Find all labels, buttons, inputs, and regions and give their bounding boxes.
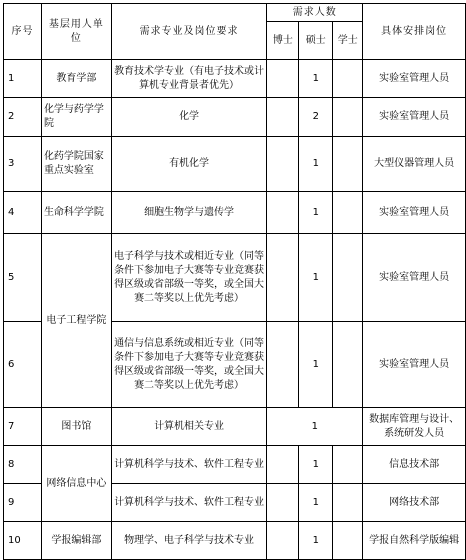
row-number: 3 bbox=[4, 137, 42, 192]
header-post: 具体安排岗位 bbox=[363, 4, 466, 60]
row-bachelor bbox=[333, 522, 363, 560]
row-major: 电子科学与技术或相近专业（同等条件下参加电子大赛等专业竞赛获得区级或省部级一等奖，或全国大赛二等奖以上优先考虑） bbox=[111, 234, 267, 322]
row-bachelor bbox=[333, 192, 363, 234]
row-master: 1 bbox=[299, 484, 333, 522]
row-bachelor bbox=[333, 234, 363, 322]
row-master: 1 bbox=[299, 322, 333, 408]
row-major: 通信与信息系统或相近专业（同等条件下参加电子大赛等专业竞赛获得区级或省部级一等奖，或全国大赛二等奖以上优先考虑） bbox=[111, 322, 267, 408]
row-unit: 教育学部 bbox=[41, 60, 111, 98]
row-phd bbox=[267, 522, 299, 560]
header-seq: 序号 bbox=[4, 4, 42, 60]
row-phd bbox=[267, 192, 299, 234]
row-major: 计算机科学与技术、软件工程专业 bbox=[111, 484, 267, 522]
header-phd: 博士 bbox=[267, 22, 299, 60]
table-row bbox=[4, 98, 466, 137]
row-major: 教育技术学专业（有电子技术或计算机专业背景者优先） bbox=[111, 60, 267, 98]
row-number: 9 bbox=[4, 484, 42, 522]
row-post: 实验室管理人员 bbox=[363, 234, 466, 322]
header-major: 需求专业及岗位要求 bbox=[111, 4, 267, 60]
row-master: 1 bbox=[299, 446, 333, 484]
row-post: 数据库管理与设计、系统研发人员 bbox=[363, 408, 466, 446]
row-post: 学报自然科学版编辑 bbox=[363, 522, 466, 560]
row-master: 1 bbox=[299, 137, 333, 192]
row-bachelor bbox=[333, 137, 363, 192]
row-unit: 化药学院国家重点实验室 bbox=[41, 137, 111, 192]
table-row bbox=[4, 137, 466, 192]
row-master: 1 bbox=[299, 192, 333, 234]
row-master: 1 bbox=[299, 234, 333, 322]
row-master: 1 bbox=[299, 60, 333, 98]
row-phd bbox=[267, 446, 299, 484]
header-bachelor: 学士 bbox=[333, 22, 363, 60]
table-row bbox=[4, 60, 466, 98]
row-post: 信息技术部 bbox=[363, 446, 466, 484]
row-major: 物理学、电子科学与技术专业 bbox=[111, 522, 267, 560]
table-row bbox=[4, 234, 466, 322]
row-post: 实验室管理人员 bbox=[363, 192, 466, 234]
row-phd bbox=[267, 60, 299, 98]
table-row bbox=[4, 446, 466, 484]
row-major: 计算机相关专业 bbox=[111, 408, 267, 446]
row-number: 10 bbox=[4, 522, 42, 560]
row-number: 2 bbox=[4, 98, 42, 137]
row-bachelor bbox=[333, 484, 363, 522]
row-major: 化学 bbox=[111, 98, 267, 137]
row-major: 有机化学 bbox=[111, 137, 267, 192]
recruitment-table bbox=[3, 3, 466, 560]
row-number: 8 bbox=[4, 446, 42, 484]
table-row bbox=[4, 408, 466, 446]
row-master: 2 bbox=[299, 98, 333, 137]
row-number: 5 bbox=[4, 234, 42, 322]
row-major: 计算机科学与技术、软件工程专业 bbox=[111, 446, 267, 484]
row-number: 6 bbox=[4, 322, 42, 408]
row-unit: 电子工程学院 bbox=[41, 234, 111, 408]
row-bachelor bbox=[333, 322, 363, 408]
row-post: 实验室管理人员 bbox=[363, 98, 466, 137]
row-unit: 网络信息中心 bbox=[41, 446, 111, 522]
header-master: 硕士 bbox=[299, 22, 333, 60]
row-master: 1 bbox=[299, 522, 333, 560]
row-post: 实验室管理人员 bbox=[363, 60, 466, 98]
row-post: 实验室管理人员 bbox=[363, 322, 466, 408]
row-post: 大型仪器管理人员 bbox=[363, 137, 466, 192]
row-bachelor bbox=[333, 60, 363, 98]
row-post: 网络技术部 bbox=[363, 484, 466, 522]
row-phd bbox=[267, 98, 299, 137]
row-unit: 化学与药学学院 bbox=[41, 98, 111, 137]
table-row bbox=[4, 522, 466, 560]
header-unit: 基层用人单位 bbox=[41, 4, 111, 60]
row-unit: 图书馆 bbox=[41, 408, 111, 446]
row-unit: 生命科学学院 bbox=[41, 192, 111, 234]
row-number: 7 bbox=[4, 408, 42, 446]
row-phd bbox=[267, 484, 299, 522]
row-number: 1 bbox=[4, 60, 42, 98]
row-count: 1 bbox=[267, 408, 363, 446]
row-major: 细胞生物学与遗传学 bbox=[111, 192, 267, 234]
row-bachelor bbox=[333, 98, 363, 137]
row-unit: 学报编辑部 bbox=[41, 522, 111, 560]
table-row bbox=[4, 192, 466, 234]
header-count: 需求人数 bbox=[267, 4, 363, 22]
row-phd bbox=[267, 234, 299, 322]
row-phd bbox=[267, 137, 299, 192]
row-bachelor bbox=[333, 446, 363, 484]
row-phd bbox=[267, 322, 299, 408]
row-number: 4 bbox=[4, 192, 42, 234]
